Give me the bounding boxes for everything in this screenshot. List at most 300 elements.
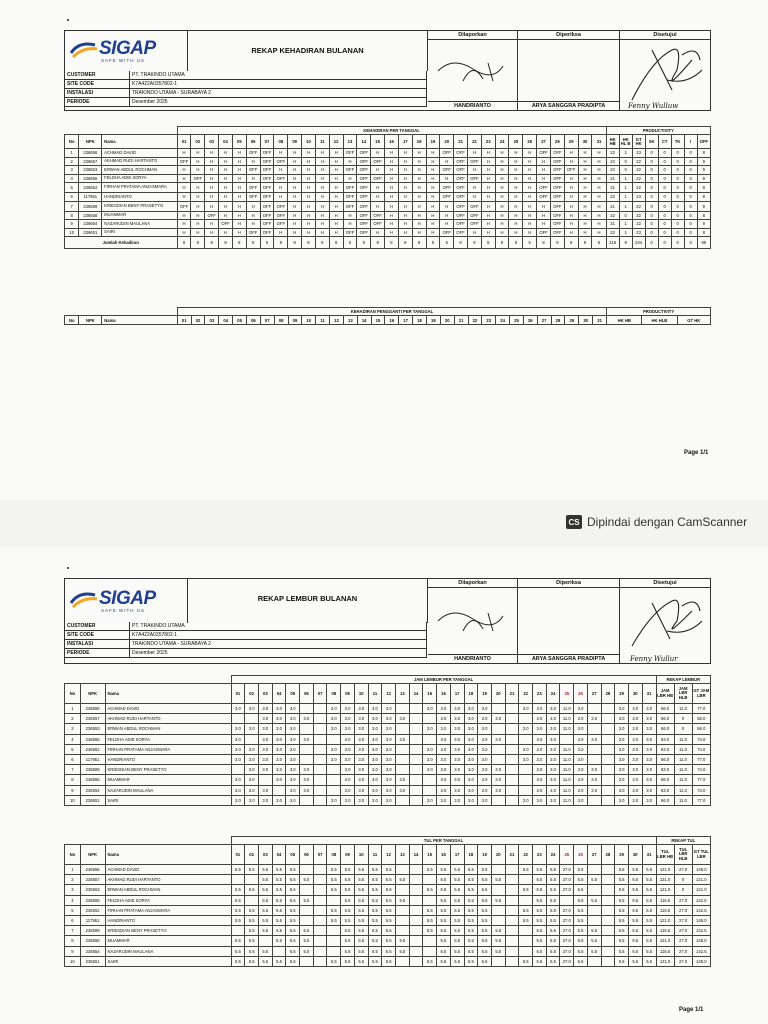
day-cell: 3.0 (587, 765, 601, 775)
day-cell: H (509, 157, 523, 166)
day-cell: 5.5 (642, 956, 656, 966)
day-cell: 5.5 (491, 946, 505, 956)
day-cell: 5.5 (354, 895, 368, 905)
row-no: 6 (65, 754, 81, 764)
day-cell: OFF (246, 228, 260, 237)
day-cell: OFF (357, 201, 371, 211)
day-cell: 3.0 (450, 734, 464, 744)
day-cell: 5.5 (491, 926, 505, 936)
sig-name-handwritten: Fenny Wullur (630, 655, 678, 663)
day-cell: H (385, 228, 399, 237)
day-cell: H (302, 174, 316, 183)
day-header: 27 (587, 845, 601, 865)
sig-label: Diperiksa (518, 579, 619, 588)
day-cell: OFF (357, 193, 371, 202)
day-cell: 5.5 (546, 865, 560, 875)
day-cell: H (426, 201, 440, 211)
day-cell: H (398, 183, 412, 193)
sigap-logo-icon (69, 39, 99, 61)
day-cell: 3.0 (450, 724, 464, 734)
day-cell (587, 865, 601, 875)
day-cell: H (385, 149, 399, 158)
day-cell: 3.0 (478, 734, 492, 744)
day-cell: H (302, 201, 316, 211)
rekap-cell: 27.0 (674, 936, 692, 946)
day-cell: 5.5 (368, 885, 382, 895)
prod-header: GT HK (677, 316, 711, 325)
day-cell: 5.5 (642, 905, 656, 915)
day-cell (313, 905, 327, 915)
day-cell: H (329, 183, 343, 193)
day-cell: 5.5 (628, 865, 642, 875)
day-header: 19 (426, 316, 440, 325)
day-cell: 5.5 (231, 936, 245, 946)
day-cell: H (398, 174, 412, 183)
header-spacer (65, 837, 232, 845)
day-cell: H (398, 149, 412, 158)
day-cell: H (495, 157, 509, 166)
day-cell: 3.0 (272, 754, 286, 764)
day-cell: H (232, 211, 246, 220)
day-cell (601, 724, 615, 734)
day-cell: 3.0 (437, 704, 451, 714)
rekap-cell: 11.0 (674, 704, 692, 714)
total-day-cell: 8 (371, 237, 385, 249)
day-cell (505, 946, 519, 956)
day-cell: 3.0 (231, 775, 245, 785)
day-cell: 27.0 (560, 875, 574, 885)
day-cell: 5.5 (368, 946, 382, 956)
day-cell (519, 895, 533, 905)
sigap-logo-icon (69, 589, 99, 611)
day-cell: H (371, 166, 385, 175)
day-cell: H (509, 193, 523, 202)
day-cell: 5.5 (368, 926, 382, 936)
day-cell: 11.0 (560, 754, 574, 764)
day-cell (519, 785, 533, 795)
rekap-cell: 77.0 (692, 754, 710, 764)
section-title: REKAP TUL (656, 837, 710, 845)
day-cell (409, 734, 423, 744)
day-cell: 5.5 (546, 926, 560, 936)
rekap-cell: 11.0 (674, 785, 692, 795)
day-header: 12 (382, 684, 396, 704)
prod-cell: 23 (632, 149, 645, 158)
day-cell (409, 905, 423, 915)
row-name: ERWAN ABDUL ROCHMAN (105, 724, 231, 734)
day-cell: H (177, 211, 191, 220)
day-cell: 3.0 (368, 724, 382, 734)
day-cell: H (219, 166, 233, 175)
day-cell: H (246, 211, 260, 220)
day-cell: 3.0 (491, 765, 505, 775)
day-cell: H (177, 183, 191, 193)
day-cell: 5.5 (354, 865, 368, 875)
day-cell (505, 895, 519, 905)
row-npk: 236656 (80, 865, 105, 875)
day-header: 09 (341, 684, 355, 704)
day-cell: H (329, 193, 343, 202)
day-cell: 3.0 (642, 775, 656, 785)
day-cell: 3.0 (450, 744, 464, 754)
day-cell (396, 765, 410, 775)
prod-header: SK (645, 135, 658, 149)
day-cell: H (205, 166, 219, 175)
day-cell (245, 714, 259, 724)
day-cell: 3.0 (450, 795, 464, 805)
col-header-nama: Nama (105, 684, 231, 704)
row-no: 4 (65, 734, 81, 744)
day-cell: OFF (550, 166, 564, 175)
day-cell: 3.0 (341, 724, 355, 734)
day-cell: 5.5 (574, 946, 588, 956)
day-cell: 5.5 (533, 956, 547, 966)
day-cell: 5.5 (354, 915, 368, 925)
info-key: INSTALASI (65, 89, 130, 97)
day-cell (327, 895, 341, 905)
prod-cell: 0 (645, 228, 658, 237)
day-cell: H (219, 211, 233, 220)
day-cell (519, 734, 533, 744)
day-cell (231, 875, 245, 885)
day-cell: H (315, 149, 329, 158)
day-cell (313, 895, 327, 905)
day-header: 29 (564, 135, 578, 149)
day-cell (587, 956, 601, 966)
day-cell: 3.0 (396, 785, 410, 795)
info-value: PT. TRAKINDO UTAMA (132, 72, 185, 78)
day-cell (505, 785, 519, 795)
row-no: 6 (65, 193, 79, 202)
rekap-cell: 0 (674, 875, 692, 885)
day-cell: H (578, 193, 592, 202)
day-header: 14 (357, 316, 371, 325)
total-day-cell: 5 (426, 237, 440, 249)
row-name: KRIESDIAN BENY PRASETYO (102, 201, 177, 211)
day-cell: OFF (177, 201, 191, 211)
prod-cell: 0 (684, 183, 697, 193)
day-cell: 5.5 (437, 905, 451, 915)
day-cell: 5.5 (574, 875, 588, 885)
prod-cell: 21 (606, 183, 619, 193)
day-cell: H (426, 211, 440, 220)
day-cell: 5.5 (354, 936, 368, 946)
sig-label: Dilaporkan (428, 579, 517, 588)
day-cell (396, 956, 410, 966)
day-cell: 5.5 (450, 936, 464, 946)
day-cell: 3.0 (615, 734, 629, 744)
day-header: 13 (343, 135, 357, 149)
day-cell (505, 744, 519, 754)
day-header: 13 (396, 845, 410, 865)
day-cell: 3.0 (574, 704, 588, 714)
day-cell: 3.0 (382, 775, 396, 785)
day-cell: H (205, 174, 219, 183)
day-cell: H (537, 166, 551, 175)
day-cell: 5.5 (341, 885, 355, 895)
day-cell: OFF (550, 157, 564, 166)
signature-handrianto (433, 51, 513, 91)
row-name: NAZARUDIN MAULANA (102, 220, 177, 229)
day-cell (396, 724, 410, 734)
day-cell: H (412, 201, 426, 211)
day-cell: 5.5 (615, 865, 629, 875)
day-header: 01 (231, 845, 245, 865)
day-cell: H (537, 157, 551, 166)
day-cell (300, 754, 314, 764)
rekap-cell: 142.5 (692, 895, 710, 905)
day-cell (519, 714, 533, 724)
day-cell: 3.0 (628, 744, 642, 754)
day-cell: H (523, 166, 537, 175)
brand-name: SIGAP (99, 588, 156, 609)
rekap-header: JAM LBR HB (656, 684, 674, 704)
day-cell: H (205, 228, 219, 237)
day-cell: 3.0 (368, 704, 382, 714)
prod-cell: 0 (658, 149, 671, 158)
day-cell: 3.0 (245, 704, 259, 714)
prod-cell: 8 (697, 193, 710, 202)
day-cell: 27.0 (560, 956, 574, 966)
rekap-cell: 148.0 (692, 956, 710, 966)
day-cell: 3.0 (478, 775, 492, 785)
day-cell: 5.5 (450, 915, 464, 925)
day-cell: 3.0 (286, 775, 300, 785)
day-cell: OFF (357, 157, 371, 166)
row-npk: 236657 (79, 157, 102, 166)
row-no: 3 (65, 885, 81, 895)
day-cell: 5.5 (437, 926, 451, 936)
day-cell: 5.5 (574, 895, 588, 905)
day-cell: 5.5 (587, 946, 601, 956)
day-cell: H (177, 220, 191, 229)
day-cell: 3.0 (382, 704, 396, 714)
day-cell: H (412, 183, 426, 193)
day-header: 04 (272, 684, 286, 704)
day-cell: 3.0 (368, 795, 382, 805)
day-cell: 3.0 (300, 714, 314, 724)
total-label: Jumlah Kehadiran (65, 237, 178, 249)
day-cell: 3.0 (642, 714, 656, 724)
day-cell: H (426, 149, 440, 158)
day-header: 08 (327, 684, 341, 704)
day-header: 25 (560, 845, 574, 865)
day-cell (396, 704, 410, 714)
day-header: 19 (478, 684, 492, 704)
day-cell (313, 956, 327, 966)
prod-cell: 0 (671, 183, 684, 193)
day-cell: 5.5 (628, 956, 642, 966)
day-cell (300, 704, 314, 714)
day-cell: 3.0 (642, 744, 656, 754)
day-cell: OFF (357, 174, 371, 183)
day-cell: 3.0 (341, 765, 355, 775)
day-cell: 3.0 (519, 744, 533, 754)
rekap-header: TUL LBR HLB (674, 845, 692, 865)
day-cell (505, 724, 519, 734)
row-name: HANDRIANTO (105, 915, 231, 925)
day-cell: H (302, 193, 316, 202)
day-cell: H (191, 157, 205, 166)
day-cell: H (329, 157, 343, 166)
day-cell: OFF (260, 220, 274, 229)
day-cell: 5.5 (382, 926, 396, 936)
day-cell: 11.0 (560, 704, 574, 714)
page-number: Page 1/1 (684, 450, 709, 456)
row-name: HANDRIANTO (102, 193, 177, 202)
row-name: MUAMMAR (105, 936, 231, 946)
day-cell: 27.0 (560, 926, 574, 936)
day-cell (327, 765, 341, 775)
day-cell: 5.5 (272, 865, 286, 875)
day-cell: H (440, 157, 454, 166)
prod-cell: 0 (619, 211, 632, 220)
day-cell: 3.0 (628, 754, 642, 764)
col-header-no: No (65, 135, 79, 149)
day-cell (313, 865, 327, 875)
day-cell: H (440, 211, 454, 220)
day-cell: 5.5 (478, 915, 492, 925)
day-header: 10 (302, 135, 316, 149)
day-cell: H (177, 193, 191, 202)
day-cell (409, 915, 423, 925)
day-cell: 3.0 (286, 714, 300, 724)
total-day-cell: 5 (246, 237, 260, 249)
day-cell (423, 936, 437, 946)
day-cell: OFF (205, 211, 219, 220)
day-cell: OFF (550, 201, 564, 211)
day-cell: 3.0 (628, 775, 642, 785)
sig-disetujui (620, 579, 710, 663)
day-cell (313, 744, 327, 754)
rekap-cell: 66.0 (656, 775, 674, 785)
day-cell: 3.0 (272, 704, 286, 714)
row-name: KRIESDIAN BENY PRASETYO (105, 926, 231, 936)
day-cell: H (509, 166, 523, 175)
prod-cell: 0 (645, 201, 658, 211)
day-cell: 3.0 (533, 754, 547, 764)
day-cell: 3.0 (587, 785, 601, 795)
day-cell: 5.5 (423, 885, 437, 895)
row-no: 10 (65, 956, 81, 966)
day-cell: 5.5 (437, 875, 451, 885)
logo-cell (65, 579, 188, 623)
day-cell: 3.0 (533, 795, 547, 805)
day-cell: 5.5 (272, 875, 286, 885)
day-cell: 3.0 (546, 734, 560, 744)
day-cell (491, 795, 505, 805)
info-value: PT. TRAKINDO UTAMA (132, 623, 185, 629)
rekap-cell: 148.0 (692, 865, 710, 875)
day-header: 21 (454, 316, 468, 325)
day-cell: 3.0 (546, 775, 560, 785)
day-cell: H (495, 149, 509, 158)
day-cell (409, 754, 423, 764)
report-title: REKAP KEHADIRAN BULANAN (188, 31, 428, 71)
day-cell: H (592, 157, 606, 166)
day-cell: 5.5 (546, 905, 560, 915)
day-cell: 3.0 (300, 775, 314, 785)
day-cell: 5.5 (615, 885, 629, 895)
day-cell: H (371, 201, 385, 211)
day-cell: 5.5 (368, 875, 382, 885)
day-cell: OFF (343, 201, 357, 211)
day-cell: OFF (440, 193, 454, 202)
day-cell: 5.5 (642, 926, 656, 936)
day-cell: H (232, 228, 246, 237)
day-cell (505, 915, 519, 925)
day-cell: 3.0 (574, 754, 588, 764)
day-header: 09 (288, 316, 302, 325)
day-cell: 3.0 (615, 765, 629, 775)
day-cell: 3.0 (519, 754, 533, 764)
total-day-cell: 8 (302, 237, 316, 249)
day-cell: 3.0 (491, 785, 505, 795)
day-header: 14 (409, 845, 423, 865)
section-title: KEHADIRAN PENGGANTI PER TANGGAL (177, 308, 606, 316)
day-cell: 5.5 (327, 865, 341, 875)
rekap-cell: 63.0 (656, 734, 674, 744)
row-name: KRIESDIAN BENY PRASETYO (105, 765, 231, 775)
day-cell: H (398, 228, 412, 237)
day-cell: H (564, 193, 578, 202)
day-cell: 3.0 (341, 775, 355, 785)
total-day-cell: 5 (440, 237, 454, 249)
day-cell: OFF (440, 149, 454, 158)
day-cell: 5.5 (286, 875, 300, 885)
day-cell: 5.5 (258, 895, 272, 905)
day-cell (601, 946, 615, 956)
day-cell: H (440, 201, 454, 211)
day-cell: 3.0 (286, 785, 300, 795)
day-cell (601, 885, 615, 895)
day-cell: 3.0 (642, 724, 656, 734)
day-cell: 11.0 (560, 724, 574, 734)
day-cell: OFF (260, 174, 274, 183)
day-cell: 5.5 (478, 875, 492, 885)
day-cell: 3.0 (245, 754, 259, 764)
day-cell: 5.5 (354, 905, 368, 915)
day-cell: 5.5 (286, 905, 300, 915)
day-cell: 5.5 (464, 905, 478, 915)
day-cell: 5.5 (464, 936, 478, 946)
day-cell: H (177, 174, 191, 183)
day-cell: H (578, 157, 592, 166)
day-cell: H (343, 211, 357, 220)
rekap-cell: 115.5 (656, 946, 674, 956)
day-cell: 3.0 (258, 754, 272, 764)
rekap-cell: 142.5 (692, 926, 710, 936)
day-cell: 3.0 (327, 704, 341, 714)
day-cell: 3.0 (642, 785, 656, 795)
day-cell: 27.0 (560, 936, 574, 946)
row-no: 10 (65, 228, 79, 237)
day-header: 06 (300, 845, 314, 865)
day-cell: 3.0 (574, 775, 588, 785)
day-cell: OFF (219, 220, 233, 229)
total-day-cell: 8 (564, 237, 578, 249)
day-cell: OFF (537, 183, 551, 193)
day-cell (505, 765, 519, 775)
prod-cell: 21 (606, 220, 619, 229)
day-cell: H (385, 166, 399, 175)
day-cell: OFF (260, 166, 274, 175)
day-cell: 3.0 (437, 795, 451, 805)
day-cell: 3.0 (423, 724, 437, 734)
day-cell: H (302, 149, 316, 158)
day-cell: 5.5 (300, 875, 314, 885)
day-cell (560, 895, 574, 905)
